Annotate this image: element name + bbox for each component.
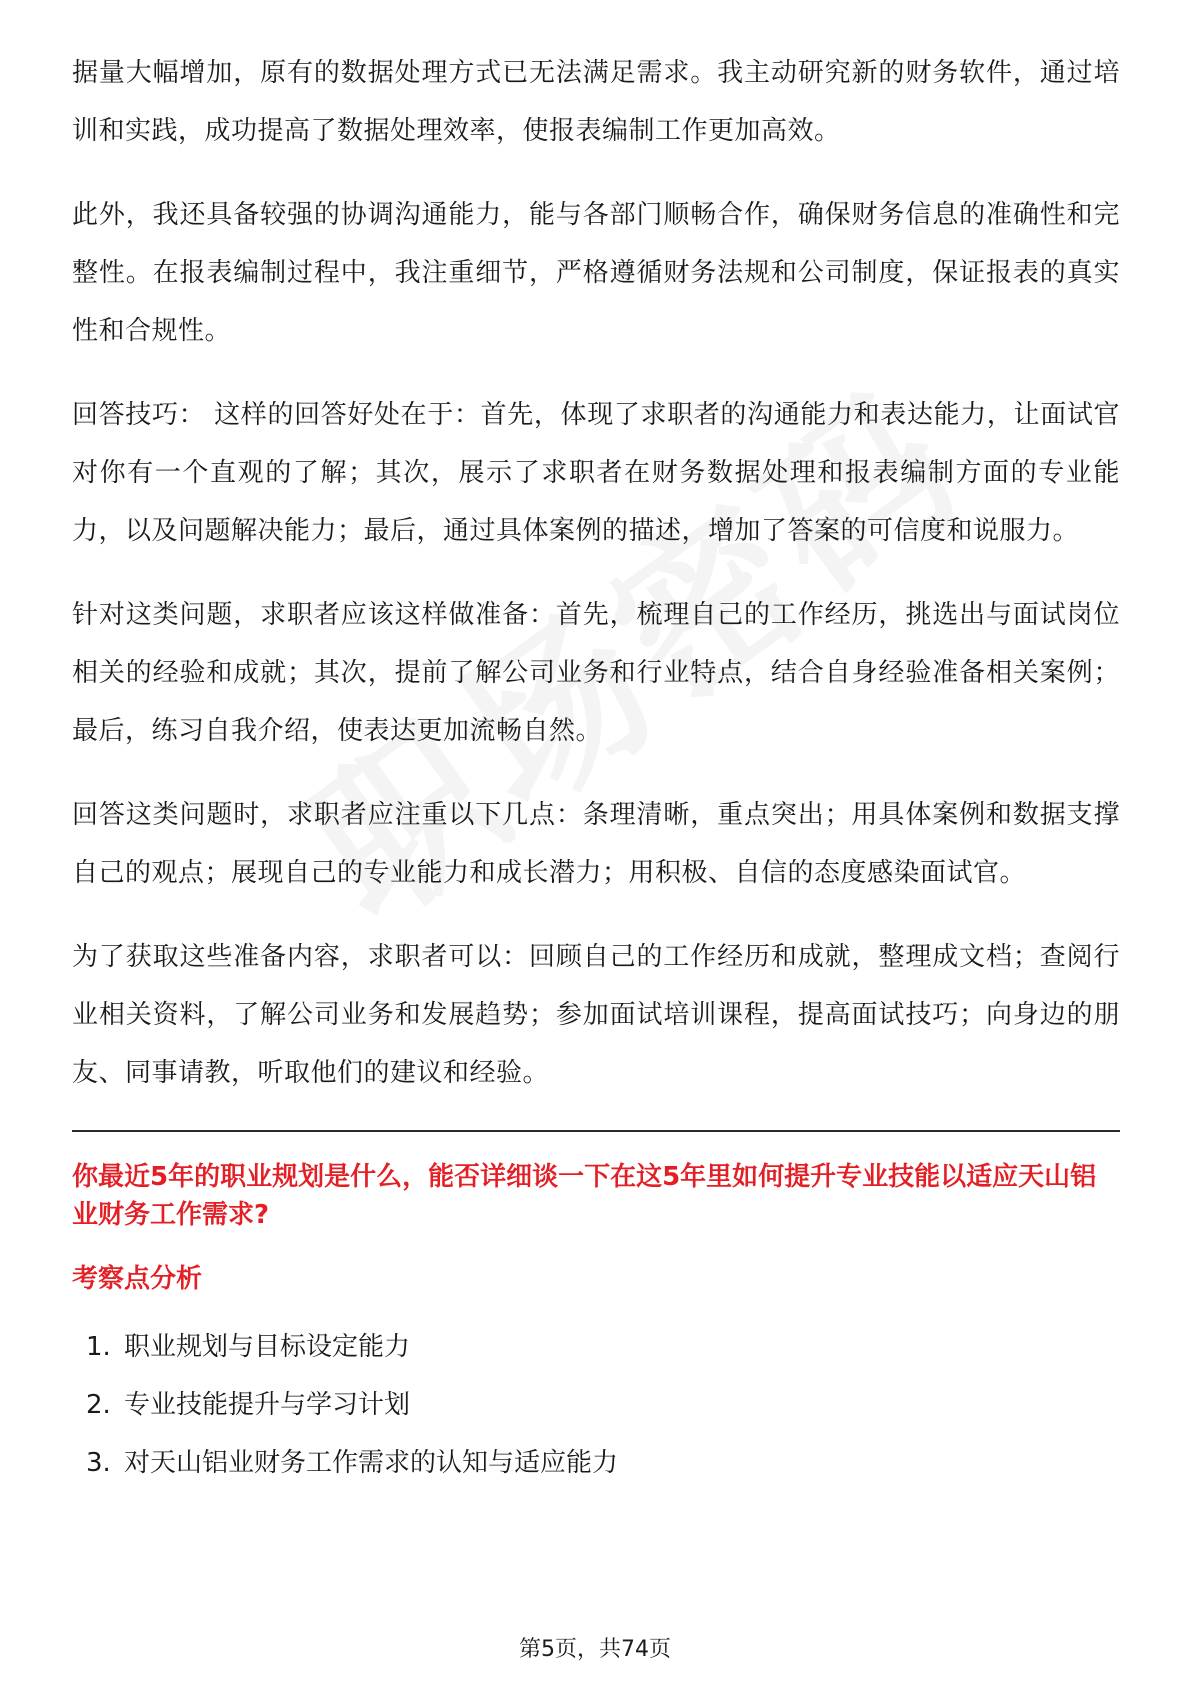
paragraph-preparation: 针对这类问题，求职者应该这样做准备：首先，梳理自己的工作经历，挑选出与面试岗位相关的经验和成就；其次，提前了解公司业务和行业特点，结合自身经验准备相关案例；最后，练习自我介绍，使表达更加流畅自然。 [72,600,1120,746]
list-item-text: 对天山铝业财务工作需求的认知与适应能力 [124,1448,619,1478]
list-item-text: 专业技能提升与学习计划 [124,1390,411,1420]
paragraph-data-processing: 据量大幅增加，原有的数据处理方式已无法满足需求。我主动研究新的财务软件，通过培训和实践，成功提高了数据处理效率，使报表编制工作更加高效。 [72,58,1120,146]
list-item [86,1434,1120,1492]
paragraph-coordination: 此外，我还具备较强的协调沟通能力，能与各部门顺畅合作，确保财务信息的准确性和完整性。在报表编制过程中，我注重细节，严格遵循财务法规和公司制度，保证报表的真实性和合规性。 [72,200,1120,346]
paragraph-answer-tips: 回答技巧： 这样的回答好处在于：首先，体现了求职者的沟通能力和表达能力，让面试官对你有一个直观的了解；其次，展示了求职者在财务数据处理和报表编制方面的专业能力，以及问题解决能力；最后，通过具体案例的描述，增加了答案的可信度和说服力。 [72,400,1120,546]
page-content [72,44,1120,1492]
list-item [86,1376,1120,1434]
section-divider [72,1130,1120,1132]
paragraph-key-points: 回答这类问题时，求职者应注重以下几点：条理清晰，重点突出；用具体案例和数据支撑自己的观点；展现自己的专业能力和成长潜力；用积极、自信的态度感染面试官。 [72,800,1120,888]
paragraph-gathering-materials: 为了获取这些准备内容，求职者可以：回顾自己的工作经历和成就，整理成文档；查阅行业相关资料，了解公司业务和发展趋势；参加面试培训课程，提高面试技巧；向身边的朋友、同事请教，听取他们的建议和经验。 [72,942,1120,1088]
analysis-points-list [72,1318,1120,1492]
list-item [86,1318,1120,1376]
interview-question: 你最近5年的职业规划是什么，能否详细谈一下在这5年里如何提升专业技能以适应天山铝业财务工作需求? [72,1162,1097,1230]
page-number-footer: 第5页，共74页 [519,1637,671,1662]
analysis-heading: 考察点分析 [72,1264,203,1294]
list-item-text: 职业规划与目标设定能力 [124,1332,411,1362]
list-item-number: 3. [86,1448,111,1478]
list-item-number: 2. [86,1390,111,1420]
list-item-number: 1. [86,1332,111,1362]
